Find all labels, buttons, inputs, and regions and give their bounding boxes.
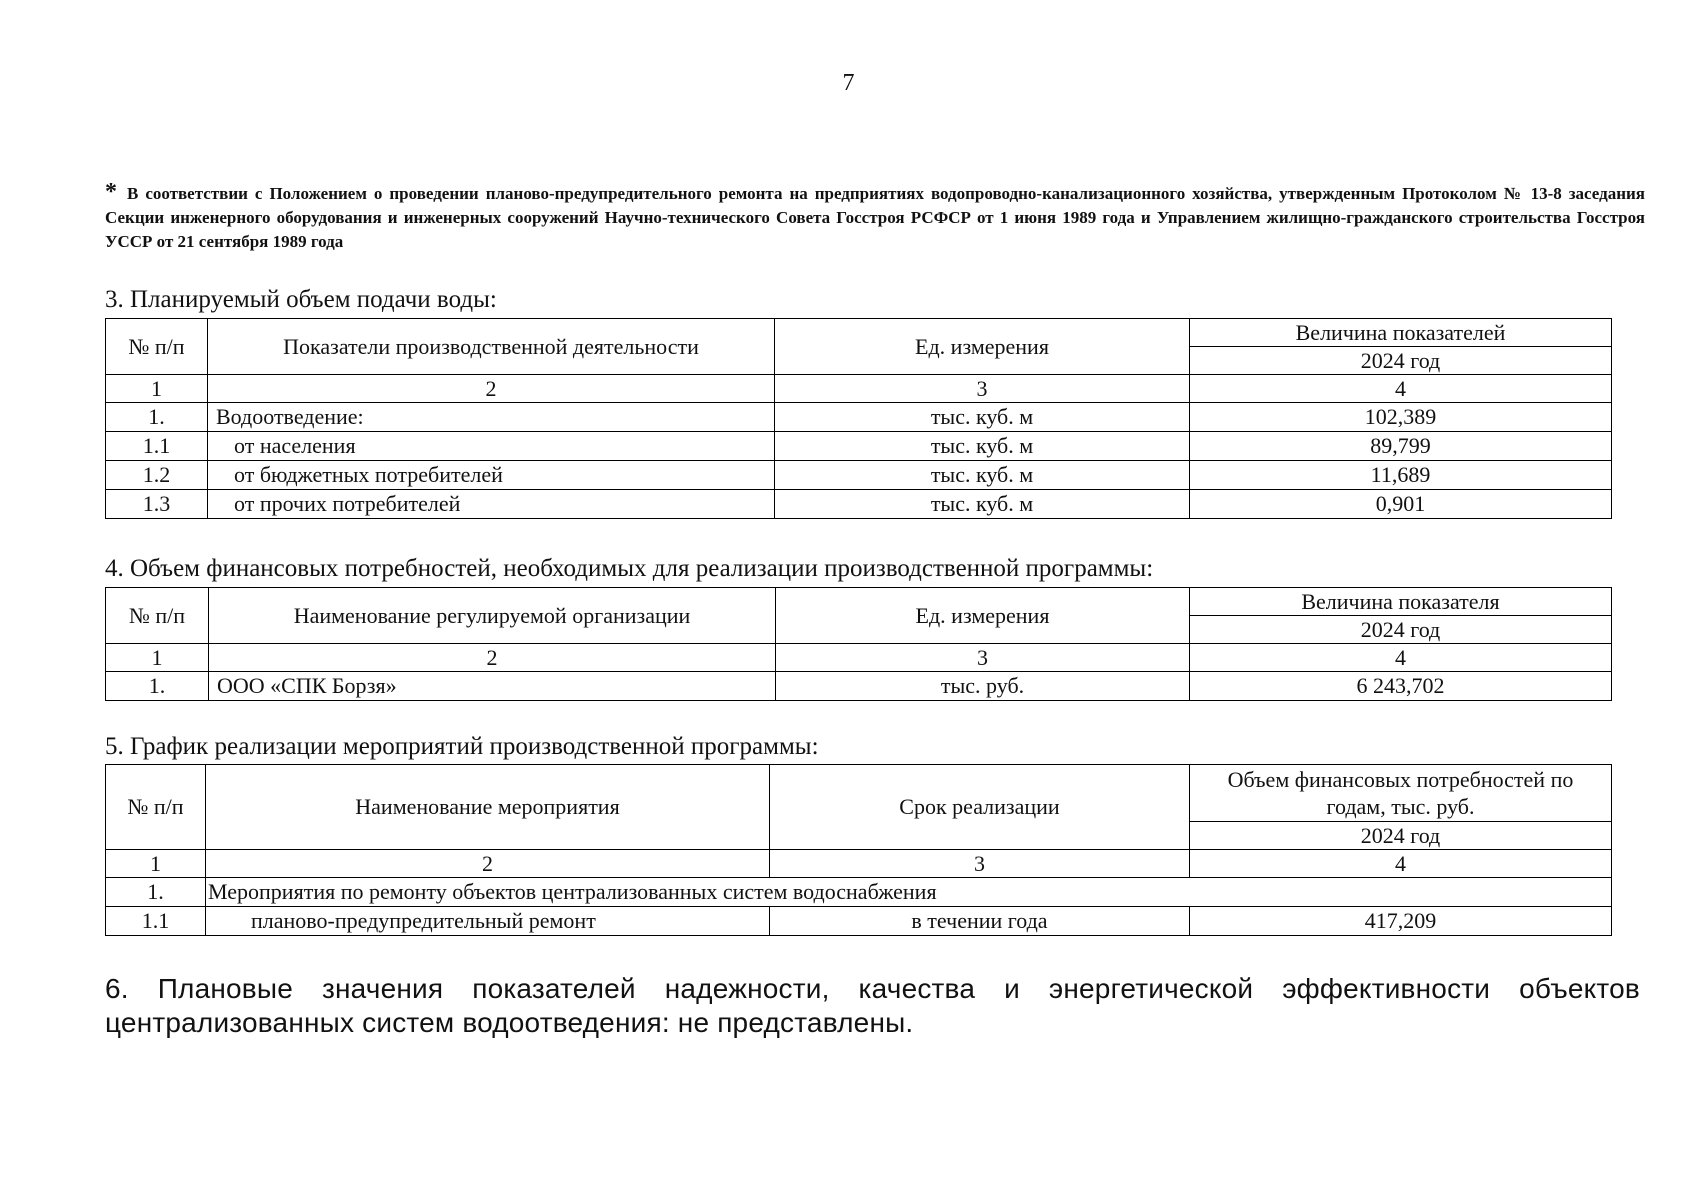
header-org: Наименование регулируемой организации	[209, 588, 776, 644]
section-5-title: 5. График реализации мероприятий производственной программы:	[105, 733, 819, 760]
header-num: № п/п	[106, 319, 208, 375]
row-name: Водоотведение:	[208, 403, 775, 432]
group-row-num: 1.	[106, 878, 206, 907]
header-value-group: Величина показателей	[1190, 319, 1612, 347]
header-value-group: Величина показателя	[1190, 588, 1612, 616]
table-row	[106, 403, 1612, 432]
footnote	[105, 180, 1645, 254]
col-number: 1	[106, 375, 208, 403]
section-3-title: 3. Планируемый объем подачи воды:	[105, 286, 497, 313]
table-row	[106, 490, 1612, 519]
water-supply-table	[105, 318, 1612, 519]
col-number: 2	[209, 644, 776, 672]
row-value: 89,799	[1190, 432, 1612, 461]
table-row	[106, 461, 1612, 490]
col-number: 4	[1190, 375, 1612, 403]
row-name: от населения	[208, 432, 775, 461]
group-row	[106, 878, 1612, 907]
row-num: 1.3	[106, 490, 208, 519]
header-term: Срок реализации	[770, 765, 1190, 850]
row-name: ООО «СПК Борзя»	[209, 672, 776, 701]
header-num: № п/п	[106, 765, 206, 850]
row-term: в течении года	[770, 907, 1190, 936]
row-num: 1.	[106, 672, 209, 701]
row-num: 1.2	[106, 461, 208, 490]
column-number-row	[106, 644, 1612, 672]
row-value: 417,209	[1190, 907, 1612, 936]
col-number: 1	[106, 850, 206, 878]
row-unit: тыс. куб. м	[775, 490, 1190, 519]
section-6-paragraph: 6. Плановые значения показателей надежности, качества и энергетической эффективности объектов централизованных систем водоотведения: не представлены.	[105, 973, 1640, 1038]
row-unit: тыс. куб. м	[775, 432, 1190, 461]
col-number: 3	[775, 375, 1190, 403]
row-value: 6 243,702	[1190, 672, 1612, 701]
page-number: 7	[842, 70, 855, 96]
group-row-name: Мероприятия по ремонту объектов централизованных систем водоснабжения	[206, 878, 1612, 907]
row-name: планово-предупредительный ремонт	[206, 907, 770, 936]
header-unit: Ед. измерения	[775, 319, 1190, 375]
table-row	[106, 432, 1612, 461]
col-number: 3	[776, 644, 1190, 672]
table-row	[106, 907, 1612, 936]
header-num: № п/п	[106, 588, 209, 644]
header-year: 2024 год	[1190, 822, 1612, 850]
table-row	[106, 672, 1612, 701]
row-unit: тыс. куб. м	[775, 461, 1190, 490]
footnote-star: *	[105, 179, 117, 205]
row-unit: тыс. руб.	[776, 672, 1190, 701]
col-number: 3	[770, 850, 1190, 878]
column-number-row	[106, 375, 1612, 403]
row-num: 1.	[106, 403, 208, 432]
row-num: 1.1	[106, 907, 206, 936]
header-value-group: Объем финансовых потребностей по годам, тыс. руб.	[1190, 765, 1612, 822]
row-value: 11,689	[1190, 461, 1612, 490]
row-value: 0,901	[1190, 490, 1612, 519]
row-name: от бюджетных потребителей	[208, 461, 775, 490]
col-number: 2	[208, 375, 775, 403]
footnote-text: В соответствии с Положением о проведении планово-предупредительного ремонта на предприятиях водопроводно-канализационного хозяйства, утвержденным Протоколом № 13-8 заседания Секции инженерного оборудования и инженерных сооружений Научно-технического Совета Госстроя РСФСР от 1 июня 1989 года и Управлением жилищно-гражданского строительства Госстроя УССР от 21 сентября 1989 года	[105, 184, 1645, 251]
column-number-row	[106, 850, 1612, 878]
row-value: 102,389	[1190, 403, 1612, 432]
section-4-title: 4. Объем финансовых потребностей, необходимых для реализации производственной программы:	[105, 555, 1154, 582]
col-number: 2	[206, 850, 770, 878]
col-number: 1	[106, 644, 209, 672]
col-number: 4	[1190, 850, 1612, 878]
header-unit: Ед. измерения	[776, 588, 1190, 644]
row-name: от прочих потребителей	[208, 490, 775, 519]
schedule-table	[105, 764, 1612, 936]
row-num: 1.1	[106, 432, 208, 461]
header-indicator: Показатели производственной деятельности	[208, 319, 775, 375]
header-measure: Наименование мероприятия	[206, 765, 770, 850]
col-number: 4	[1190, 644, 1612, 672]
header-year: 2024 год	[1190, 347, 1612, 375]
row-unit: тыс. куб. м	[775, 403, 1190, 432]
financial-needs-table	[105, 587, 1612, 701]
header-year: 2024 год	[1190, 616, 1612, 644]
